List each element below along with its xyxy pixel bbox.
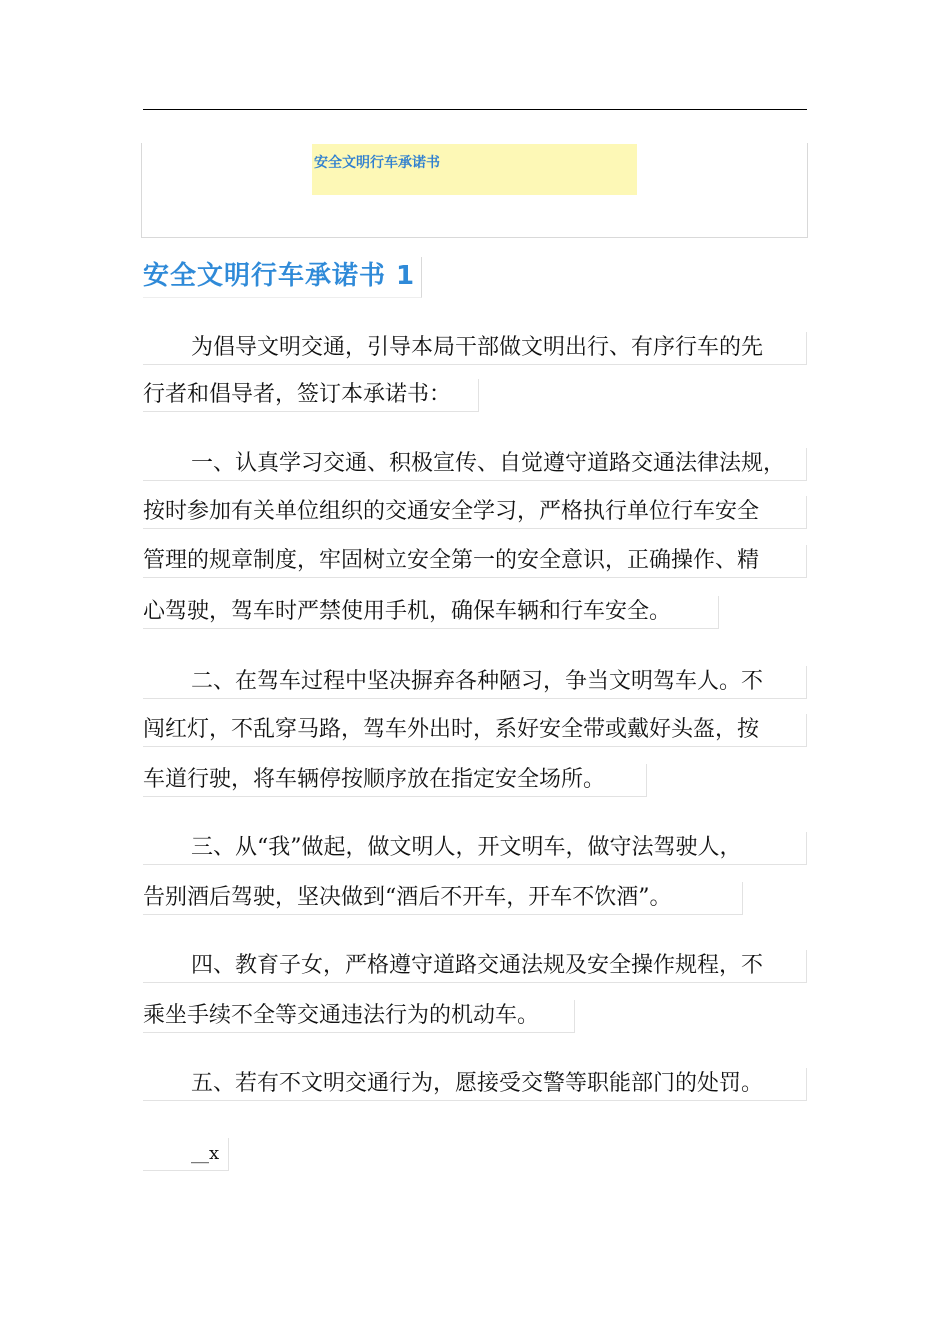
para3-line1: 二、在驾车过程中坚决摒弃各种陋习，争当文明驾车人。不 [143,666,807,699]
para2-line4: 心驾驶，驾车时严禁使用手机，确保车辆和行车安全。 [143,596,719,629]
banner-title: 安全文明行车承诺书 [314,155,440,171]
para4-line1: 三、从“我”做起，做文明人，开文明车，做守法驾驶人， [143,832,807,865]
para3-line3: 车道行驶，将车辆停按顺序放在指定安全场所。 [143,764,647,797]
para6-line1: 五、若有不文明交通行为，愿接受交警等职能部门的处罚。 [143,1068,807,1101]
para5-line1: 四、教育子女，严格遵守道路交通法规及安全操作规程，不 [143,950,807,983]
header-banner [312,144,637,195]
para2-line1: 一、认真学习交通、积极宣传、自觉遵守道路交通法律法规， [143,448,807,481]
para2-line3: 管理的规章制度，牢固树立安全第一的安全意识，正确操作、精 [143,545,807,578]
para2-line2: 按时参加有关单位组织的交通安全学习，严格执行单位行车安全 [143,496,807,529]
document-heading: 安全文明行车承诺书 1 [143,257,422,298]
signature-line: __x [143,1138,229,1171]
para1-line1: 为倡导文明交通，引导本局干部做文明出行、有序行车的先 [143,332,807,365]
para1-line2: 行者和倡导者，签订本承诺书： [143,379,479,412]
para5-line2: 乘坐手续不全等交通违法行为的机动车。 [143,1000,575,1033]
top-rule [143,109,807,110]
para3-line2: 闯红灯，不乱穿马路，驾车外出时，系好安全带或戴好头盔，按 [143,714,807,747]
para4-line2: 告别酒后驾驶，坚决做到“酒后不开车，开车不饮酒”。 [143,882,743,915]
